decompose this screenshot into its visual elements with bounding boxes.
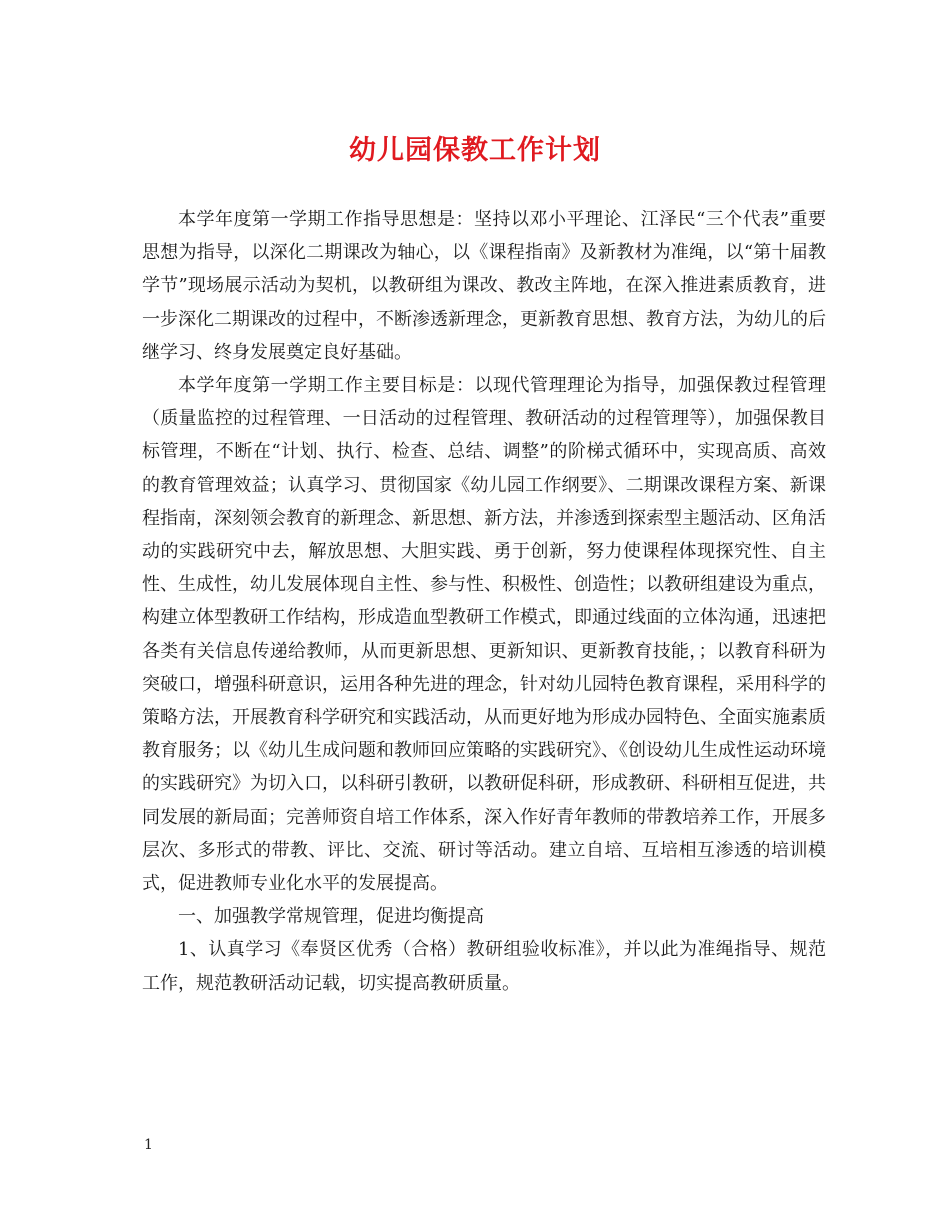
paragraph-item-1: 1、认真学习《奉贤区优秀（合格）教研组验收标准》，并以此为准绳指导、规范工作，规范教研活动记载，切实提高教研质量。 (142, 939, 826, 994)
document-body (142, 203, 826, 1000)
page-number: 1 (144, 1137, 153, 1153)
section-heading-1: 一、加强教学常规管理，促进均衡提高 (178, 906, 484, 928)
document-title: 幼儿园保教工作计划 (349, 135, 601, 166)
paragraph-main-goals: 本学年度第一学期工作主要目标是：以现代管理理论为指导，加强保教过程管理（质量监控的过程管理、一日活动的过程管理、教研活动的过程管理等），加强保教目标管理，不断在“计划、执行、检查、总结、调整”的阶梯式循环中，实现高质、高效的教育管理效益；认真学习、贯彻国家《幼儿园工作纲要》、二期课改课程方案、新课程指南，深刻领会教育的新理念、新思想、新方法，并渗透到探索型主题活动、区角活动的实践研究中去，解放思想、大胆实践、勇于创新，努力使课程体现探究性、自主性、生成性，幼儿发展体现自主性、参与性、积极性、创造性；以教研组建设为重点，构建立体型教研工作结构，形成造血型教研工作模式，即通过线面的立体沟通，迅速把各类有关信息传递给教师，从而更新思想、更新知识、更新教育技能，；以教育科研为突破口，增强科研意识，运用各种先进的理念，针对幼儿园特色教育课程，采用科学的策略方法，开展教育科学研究和实践活动，从而更好地为形成办园特色、全面实施素质教育服务；以《幼儿生成问题和教师回应策略的实践研究》、《创设幼儿生成性运动环境的实践研究》为切入口，以科研引教研，以教研促科研，形成教研、科研相互促进，共同发展的新局面；完善师资自培工作体系，深入作好青年教师的带教培养工作，开展多层次、多形式的带教、评比、交流、研讨等活动。建立自培、互培相互渗透的培训模式，促进教师专业化水平的发展提高。 (142, 375, 826, 895)
paragraph-guiding-ideology: 本学年度第一学期工作指导思想是：坚持以邓小平理论、江泽民“三个代表”重要思想为指导，以深化二期课改为轴心，以《课程指南》及新教材为准绳，以“第十届教学节”现场展示活动为契机，以教研组为课改、教改主阵地，在深入推进素质教育，进一步深化二期课改的过程中，不断渗透新理念，更新教育思想、教育方法，为幼儿的后继学习、终身发展奠定良好基础。 (142, 209, 826, 363)
